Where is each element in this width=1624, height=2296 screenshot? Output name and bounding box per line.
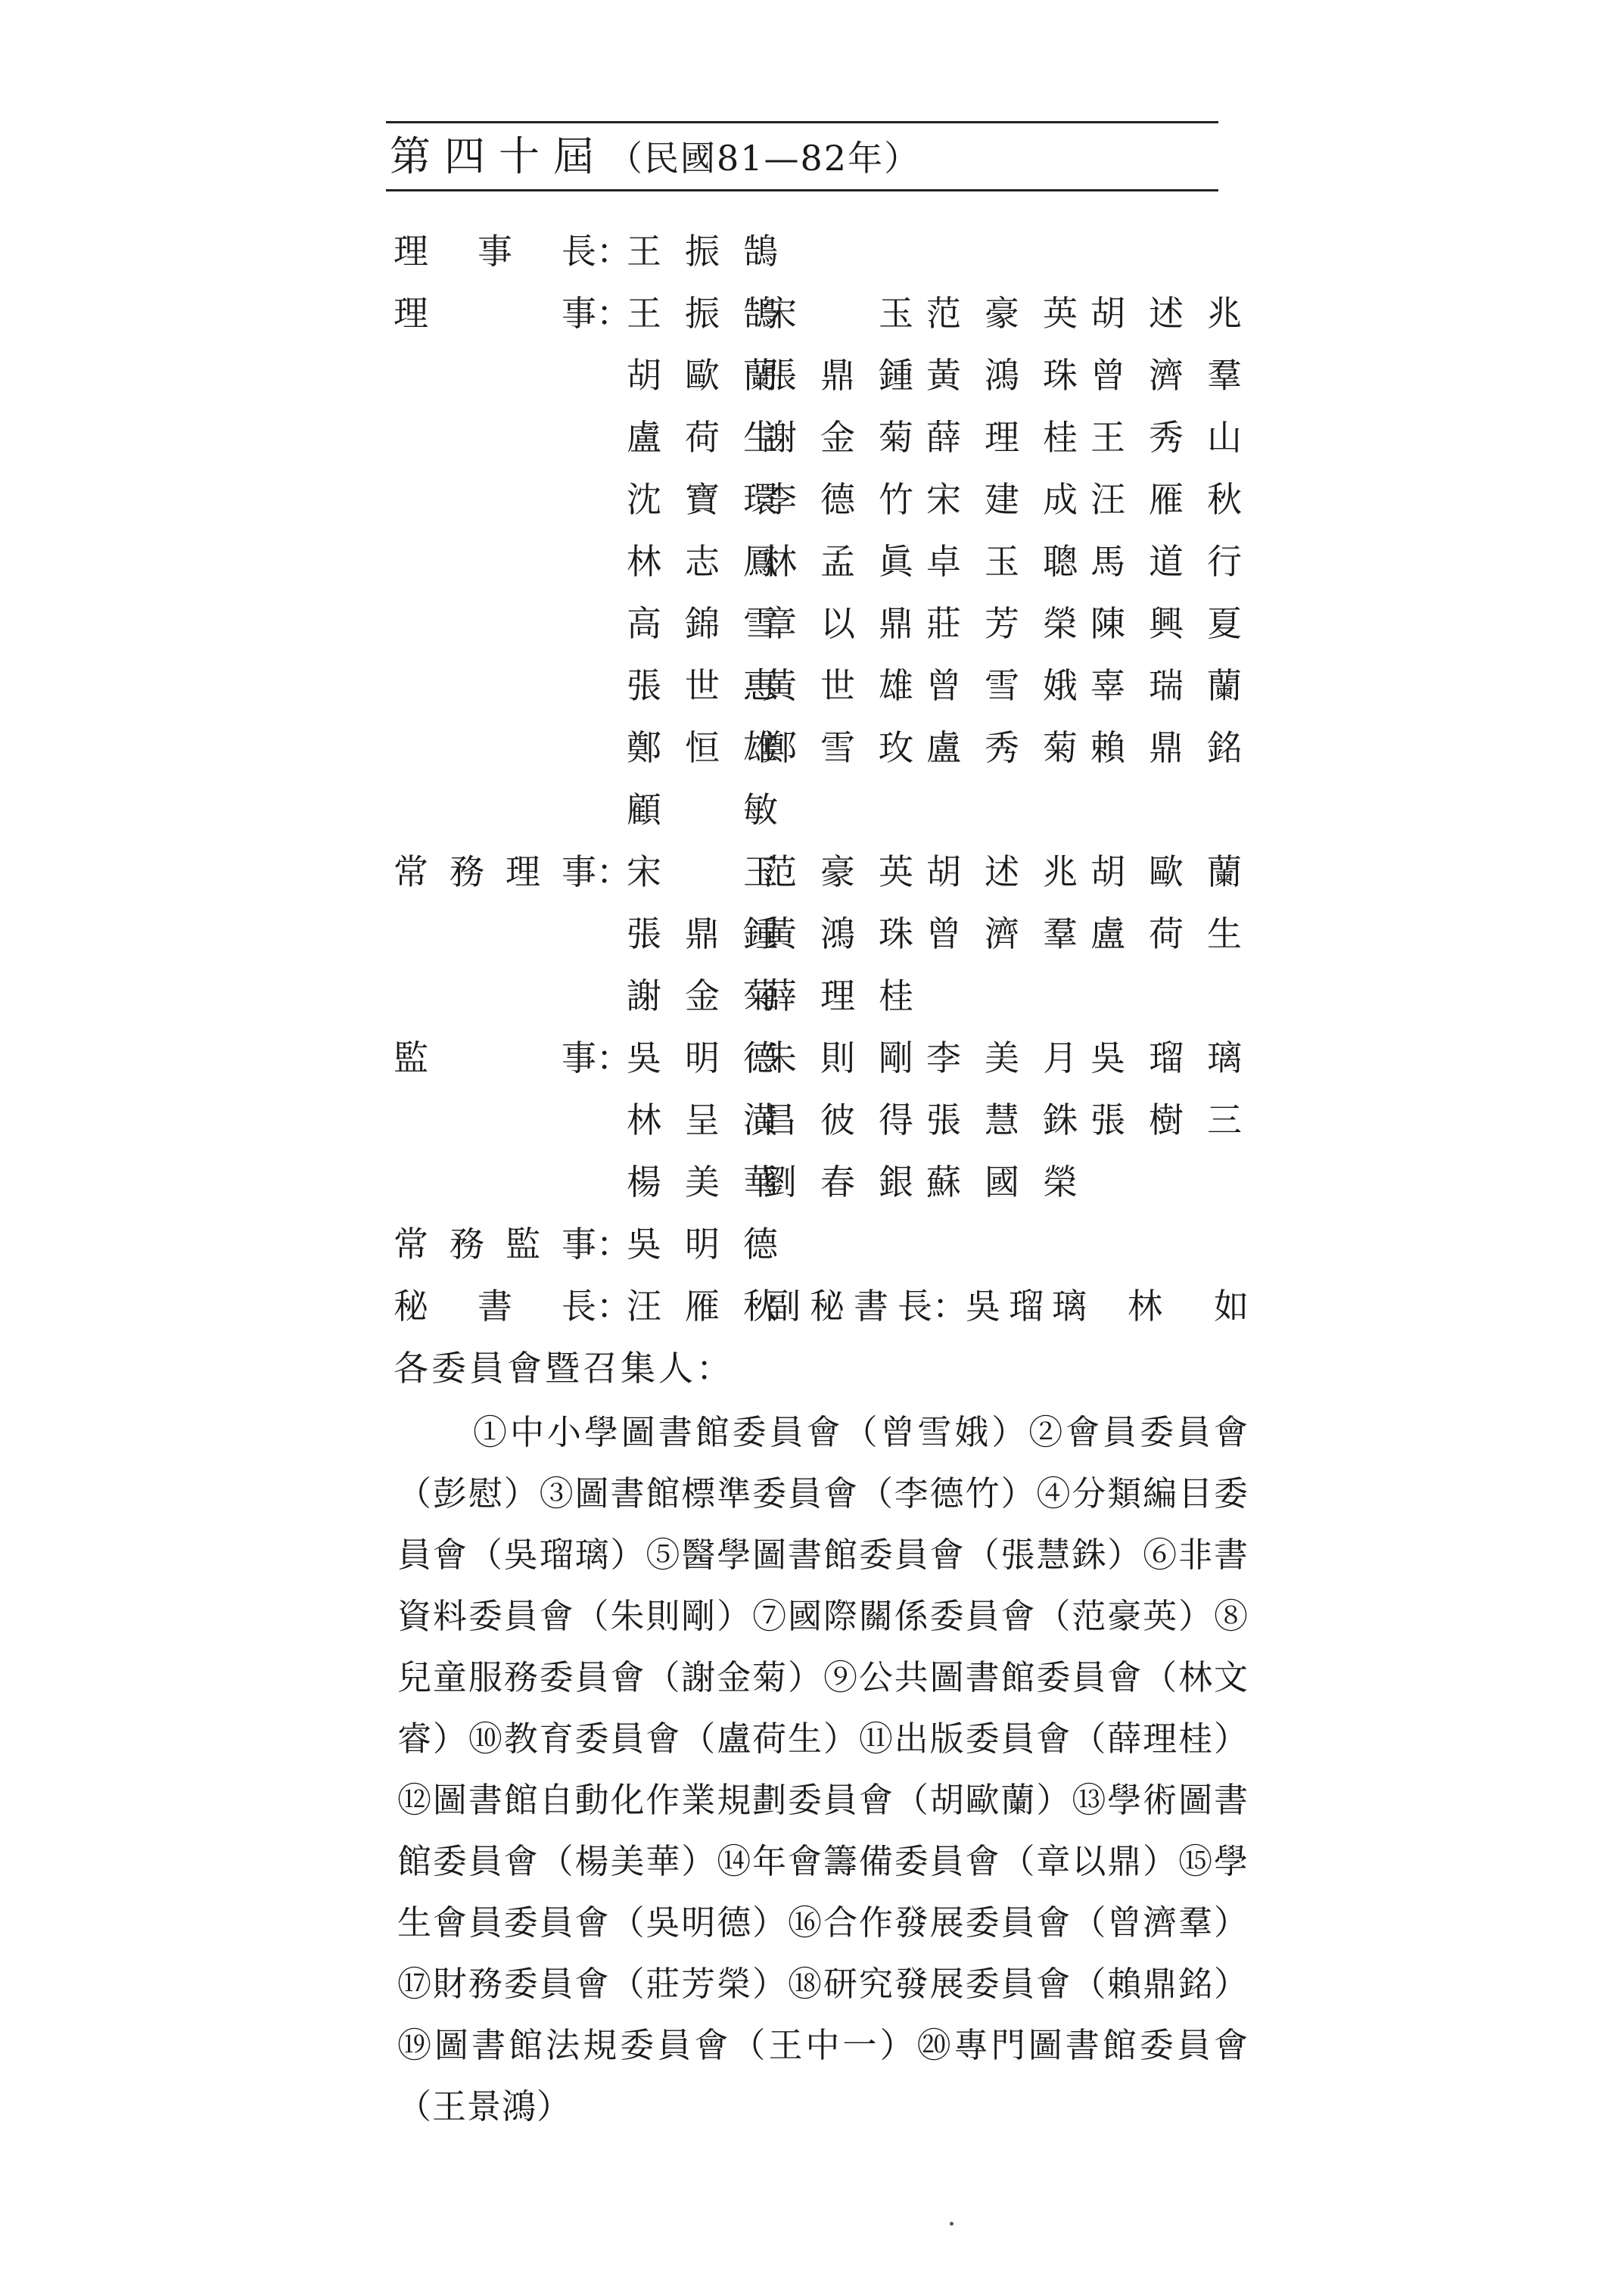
chairman-name: 王振鵠 <box>627 231 778 272</box>
deputy-secretary-name: 吳瑠璃 <box>966 1286 1087 1327</box>
standing-director-name: 曾濟羣 <box>926 913 1078 954</box>
supervisor-name: 楊美華 <box>627 1162 778 1202</box>
director-name: 高錦雪 <box>627 603 778 644</box>
colon: ： <box>596 1224 631 1265</box>
director-name: 章以鼎 <box>762 603 913 644</box>
supervisor-name: 朱則剛 <box>762 1038 913 1078</box>
committees-title: 各委員會暨召集人： <box>394 1348 734 1389</box>
secretary-label: 秘書長 <box>394 1286 596 1327</box>
supervisor-name: 張樹三 <box>1090 1100 1242 1140</box>
standing-supervisor-row <box>0 1217 1624 1271</box>
director-name: 馬道行 <box>1090 541 1242 582</box>
supervisor-name: 吳瑠璃 <box>1090 1038 1242 1078</box>
director-name: 胡述兆 <box>1090 293 1242 334</box>
standing-supervisor-label: 常務監事 <box>394 1224 596 1265</box>
directors-row-7 <box>0 658 1624 713</box>
standing-directors-row-3 <box>0 969 1624 1023</box>
colon: ： <box>596 231 631 272</box>
supervisor-name: 李美月 <box>926 1038 1078 1078</box>
supervisor-name: 林呈潢 <box>627 1100 778 1140</box>
standing-director-name: 宋 玉 <box>627 851 778 892</box>
director-name: 沈寶環 <box>627 479 778 520</box>
directors-row-9 <box>0 782 1624 837</box>
committees-title-row <box>0 1341 1624 1395</box>
directors-row-5 <box>0 534 1624 589</box>
standing-director-name: 薛理桂 <box>762 975 913 1016</box>
deputy-secretary-label: 副秘書長 <box>766 1286 932 1327</box>
director-name: 汪雁秋 <box>1090 479 1242 520</box>
scan-speck <box>950 2222 954 2226</box>
supervisor-name: 昌彼得 <box>762 1100 913 1140</box>
secretary-row <box>0 1279 1624 1333</box>
director-name: 林志鳳 <box>627 541 778 582</box>
director-name: 胡歐蘭 <box>627 355 778 396</box>
top-rule <box>386 121 1218 123</box>
colon: ： <box>596 1038 631 1078</box>
committees-paragraph <box>397 1402 1249 2137</box>
supervisor-name: 蘇國榮 <box>926 1162 1078 1202</box>
directors-row-8 <box>0 720 1624 775</box>
colon: ： <box>596 1286 631 1327</box>
standing-directors-row-2 <box>0 907 1624 961</box>
director-name: 顧 敏 <box>627 789 778 830</box>
director-name: 曾濟羣 <box>1090 355 1242 396</box>
supervisors-row-2 <box>0 1093 1624 1147</box>
secretary-name: 汪雁秋 <box>627 1286 778 1327</box>
supervisor-name: 張慧銖 <box>926 1100 1078 1140</box>
director-name: 謝金菊 <box>762 417 913 458</box>
committees-text: ①中小學圖書館委員會（曾雪娥）②會員委員會（彭慰）③圖書館標準委員會（李德竹）④分類編目委員會（吳瑠璃）⑤醫學圖書館委員會（張慧銖）⑥非書資料委員會（朱則剛）⑦國際關係委員會（范豪英）⑧兒童服務委員會（謝金菊）⑨公共圖書館委員會（林文睿）⑩教育委員會（盧荷生）⑪出版委員會（薛理桂）⑫圖書館自動化作業規劃委員會（胡歐蘭）⑬學術圖書館委員會（楊美華）⑭年會籌備委員會（章以鼎）⑮學生會員委員會（吳明德）⑯合作發展委員會（曾濟羣）⑰財務委員會（莊芳榮）⑱研究發展委員會（賴鼎銘）⑲圖書館法規委員會（王中一）⑳專門圖書館委員會（王景鴻） <box>397 1412 1249 2126</box>
standing-directors-row-1 <box>0 845 1624 899</box>
director-name: 黃鴻珠 <box>926 355 1078 396</box>
directors-row-6 <box>0 596 1624 651</box>
director-name: 范豪英 <box>926 293 1078 334</box>
director-name: 宋建成 <box>926 479 1078 520</box>
director-name: 鄭雪玫 <box>762 727 913 768</box>
standing-director-name: 謝金菊 <box>627 975 778 1016</box>
director-name: 莊芳榮 <box>926 603 1078 644</box>
director-name: 張世惠 <box>627 665 778 706</box>
director-name: 張鼎鍾 <box>762 355 913 396</box>
director-name: 薛理桂 <box>926 417 1078 458</box>
deputy-secretary-name: 林 如 <box>1128 1286 1249 1327</box>
director-name: 王秀山 <box>1090 417 1242 458</box>
director-name: 王振鵠 <box>627 293 778 334</box>
director-name: 賴鼎銘 <box>1090 727 1242 768</box>
directors-row-3 <box>0 410 1624 465</box>
directors-row-2 <box>0 348 1624 403</box>
director-name: 辜瑞蘭 <box>1090 665 1242 706</box>
director-name: 盧秀菊 <box>926 727 1078 768</box>
directors-row-1 <box>0 286 1624 341</box>
supervisor-name: 劉春銀 <box>762 1162 913 1202</box>
directors-row-4 <box>0 472 1624 527</box>
colon: ： <box>596 851 631 892</box>
colon: ： <box>596 293 631 334</box>
director-name: 曾雪娥 <box>926 665 1078 706</box>
supervisor-name: 吳明德 <box>627 1038 778 1078</box>
director-name: 黃世雄 <box>762 665 913 706</box>
director-name: 盧荷生 <box>627 417 778 458</box>
supervisors-row-3 <box>0 1155 1624 1209</box>
heading-sub: （民國81—82年） <box>608 138 921 179</box>
chairman-label: 理事長 <box>394 231 596 272</box>
colon: ： <box>932 1286 967 1327</box>
director-name: 林孟眞 <box>762 541 913 582</box>
standing-director-name: 黃鴻珠 <box>762 913 913 954</box>
standing-director-name: 胡歐蘭 <box>1090 851 1242 892</box>
page-heading <box>390 127 920 186</box>
supervisors-label: 監事 <box>394 1038 596 1078</box>
chairman-row <box>0 224 1624 278</box>
standing-supervisor-name: 吳明德 <box>627 1224 778 1265</box>
director-name: 卓玉聰 <box>926 541 1078 582</box>
director-name: 李德竹 <box>762 479 913 520</box>
standing-director-name: 張鼎鍾 <box>627 913 778 954</box>
director-name: 陳興夏 <box>1090 603 1242 644</box>
director-name: 宋 玉 <box>762 293 913 334</box>
heading-main: 第四十屆 <box>390 132 608 180</box>
standing-directors-label: 常務理事 <box>394 851 596 892</box>
bottom-rule <box>386 189 1218 191</box>
standing-director-name: 范豪英 <box>762 851 913 892</box>
supervisors-row-1 <box>0 1031 1624 1085</box>
standing-director-name: 盧荷生 <box>1090 913 1242 954</box>
directors-label: 理事 <box>394 293 596 334</box>
director-name: 鄭恒雄 <box>627 727 778 768</box>
standing-director-name: 胡述兆 <box>926 851 1078 892</box>
